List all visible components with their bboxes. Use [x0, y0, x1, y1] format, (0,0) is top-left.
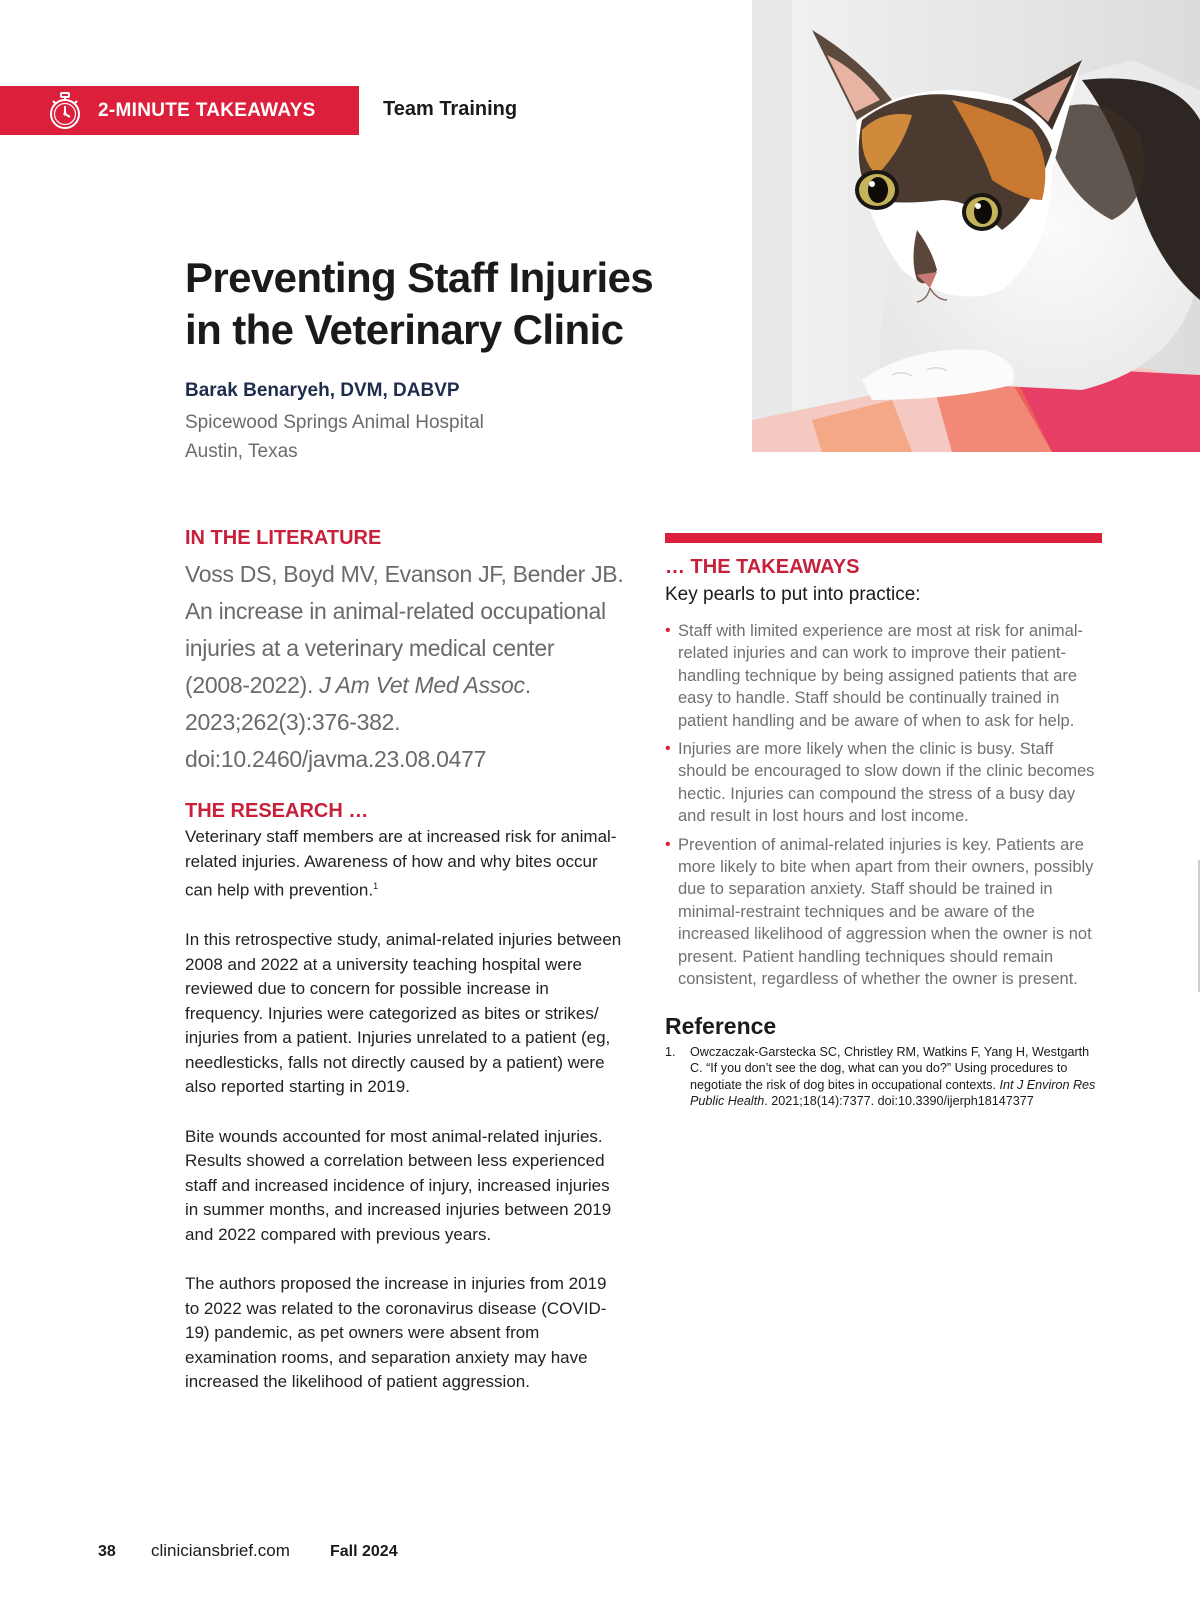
- citation-title: An increase in animal-related occupational injuries at a veterinary medical center (2008-2022).: [185, 598, 606, 698]
- reference-text: Owczaczak-Garstecka SC, Christley RM, Watkins F, Yang H, Westgarth C. “If you don’t see the dog, what can you do?” Using procedures to negotiate the risk of dog bites in occupational contexts. Int J Environ Res Public Health. 2021;18(14):7377. doi:10.3390/ijerph18147377: [690, 1044, 1096, 1108]
- page-footer: [98, 1541, 398, 1561]
- badge-label: 2-MINUTE TAKEAWAYS: [98, 99, 316, 121]
- reference-journal: Int J Environ Res Public Health: [690, 1077, 1096, 1108]
- article-title: [185, 252, 705, 356]
- research-paragraph: In this retrospective study, animal-related injuries between 2008 and 2022 at a university teaching hospital were reviewed due to concern for possible increase in frequency. Injuries were categorized as bites or strikes/ injuries from a patient. Injuries unrelated to a patient (eg, needlesticks, falls not directly caused by a patient) were also reported starting in 2019.: [185, 930, 622, 1097]
- stopwatch-icon: [48, 92, 82, 130]
- bullet-icon: •: [665, 835, 671, 853]
- section-label: Team Training: [383, 98, 518, 120]
- literature-citation: [185, 556, 625, 778]
- citation-authors: Voss DS, Boyd MV, Evanson JF, Bender JB.: [185, 561, 624, 587]
- affiliation-line-2: Austin, Texas: [185, 441, 298, 462]
- title-line-1: Preventing Staff Injuries: [185, 254, 654, 301]
- citation-journal: J Am Vet Med Assoc: [319, 672, 525, 698]
- research-heading: THE RESEARCH …: [185, 800, 369, 822]
- list-item: • Staff with limited experience are most at risk for animal-related injuries and can work to improve their patient-handling technique by being assigned patients that are easy to handle. Staff should be continually trained in patient handling and be aware of when to ask for help.: [665, 622, 1084, 730]
- author-name: Barak Benaryeh, DVM, DABVP: [185, 380, 460, 401]
- research-paragraph: Veterinary staff members are at increased risk for animal-related injuries. Awareness of how and why bites occur can help with prevention.$^1$: [185, 827, 617, 900]
- bullet-icon: •: [665, 740, 671, 758]
- calico-cat-photo: [752, 0, 1200, 452]
- footnote-mark: 1: [373, 881, 379, 891]
- affiliation-line-1: Spicewood Springs Animal Hospital: [185, 412, 484, 433]
- list-item: • Prevention of animal-related injuries is key. Patients are more likely to bite when apart from their owners, possibly due to separation anxiety. Staff should be trained in minimal-restraint techniques and be aware of the increased likelihood of aggression when the owner is not present. Patient handling techniques should remain consistent, regardless of whether the owner is present.: [665, 835, 1094, 989]
- citation-details: . 2023;262(3):376-382. doi:10.2460/javma.23.08.0477: [185, 672, 531, 772]
- reference-number: 1.: [665, 1044, 676, 1059]
- reference-heading: Reference: [665, 1012, 777, 1039]
- research-paragraph: The authors proposed the increase in injuries from 2019 to 2022 was related to the coronavirus disease (COVID-19) pandemic, as pet owners were absent from examination rooms, and separation anxiety may have increased the likelihood of patient aggression.: [185, 1274, 607, 1392]
- reference-item: [665, 1044, 1102, 1110]
- takeaways-list: [665, 620, 1102, 991]
- research-paragraph: Bite wounds accounted for most animal-related injuries. Results showed a correlation between less experienced staff and increased incidence of injury, increased injuries in summer months, and increased injuries between 2019 and 2022 compared with previous years.: [185, 1126, 612, 1244]
- issue-label: Fall 2024: [330, 1543, 398, 1560]
- title-line-2: in the Veterinary Clinic: [185, 306, 624, 353]
- takeaways-subheading: Key pearls to put into practice:: [665, 584, 921, 605]
- list-item: • Injuries are more likely when the clinic is busy. Staff should be encouraged to slow down if the clinic becomes hectic. Injuries can compound the stress of a busy day and result in lost hours and lost income.: [665, 740, 1095, 826]
- page-number: 38: [98, 1543, 116, 1560]
- takeaways-divider: [665, 533, 1102, 543]
- bullet-icon: •: [665, 622, 671, 639]
- takeaways-heading: … THE TAKEAWAYS: [665, 556, 860, 578]
- two-minute-takeaways-badge: [0, 86, 359, 135]
- left-column: [185, 527, 625, 1420]
- literature-heading: IN THE LITERATURE: [185, 527, 382, 549]
- author-affiliation: [185, 408, 484, 466]
- research-body: [185, 825, 625, 1395]
- website-link[interactable]: cliniciansbrief.com: [151, 1541, 290, 1560]
- right-column: [665, 533, 1102, 1110]
